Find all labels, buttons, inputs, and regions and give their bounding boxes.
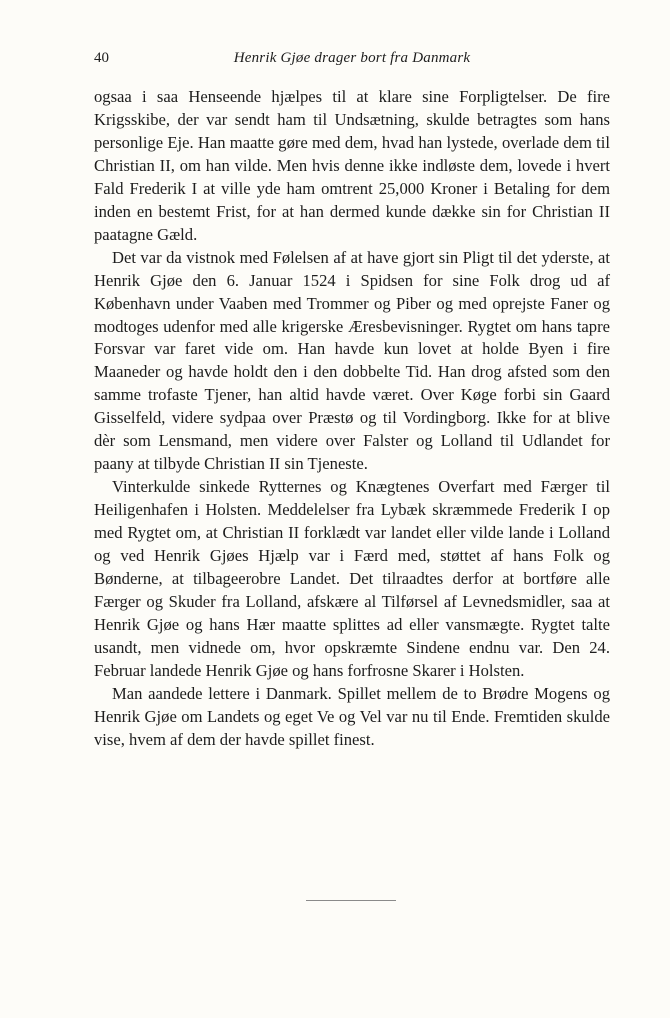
body-text [94, 86, 610, 752]
running-head [94, 50, 610, 72]
paragraph: Vinterkulde sinkede Rytternes og Knægtenes Overfart med Færger til Heiligenhafen i Holsten. Meddelelser fra Lybæk skræmmede Frederik I op med Rygtet om, at Christian II forklædt var landet eller vilde lande i Lolland og ved Henrik Gjøes Hjælp var i Færd med, støttet af hans Folk og Bønderne, at tilbageerobre Landet. Det tilraadtes derfor at bortføre alle Færger og Skuder fra Lolland, afskære al Tilførsel af Levnedsmidler, saa at Henrik Gjøe og hans Hær maatte splittes ad eller vansmægte. Rygtet talte usandt, men vidnede om, hvor opskræmte Sindene endnu var. Den 24. Februar landede Henrik Gjøe og hans forfrosne Skarer i Holsten. [94, 477, 610, 680]
running-title: Henrik Gjøe drager bort fra Danmark [233, 50, 471, 66]
paragraph: Det var da vistnok med Følelsen af at have gjort sin Pligt til det yderste, at Henrik Gjøe den 6. Januar 1524 i Spidsen for sine Folk drog ud af København under Vaaben med Trommer og Piber og med oprejste Faner og modtoges udenfor med alle krigerske Æresbevisninger. Rygtet om hans tapre Forsvar var faret vide om. Han havde kun lovet at holde Byen i fire Maaneder og havde holdt den i den dobbelte Tid. Han drog afsted som den samme trofaste Tjener, han altid havde været. Over Køge forbi sin Gaard Gisselfeld, videre sydpaa over Præstø og til Vordingborg. Ikke for at blive dèr som Lensmand, men videre over Falster og Lolland til Udlandet for paany at tilbyde Christian II sin Tjeneste. [94, 247, 610, 474]
paragraph-continued: ogsaa i saa Henseende hjælpes til at klare sine Forpligtelser. De fire Krigsskibe, der var sendt ham til Undsætning, skulde betragtes som hans personlige Eje. Han maatte gøre med dem, hvad han lystede, overlade dem til Christian II, om han vilde. Men hvis denne ikke indløste dem, lovede i hvert Fald Frederik I at ville yde ham omtrent 25,000 Kroner i Betaling for dem inden en bestemt Frist, for at han dermed kunde dække sin for Christian II paatagne Gæld. [94, 87, 610, 244]
paragraph: Man aandede lettere i Danmark. Spillet mellem de to Brødre Mogens og Henrik Gjøe om Landets og eget Ve og Vel var nu til Ende. Fremtiden skulde vise, hvem af dem der havde spillet finest. [94, 683, 610, 749]
page-number: 40 [94, 50, 109, 66]
section-end-rule [306, 900, 396, 901]
